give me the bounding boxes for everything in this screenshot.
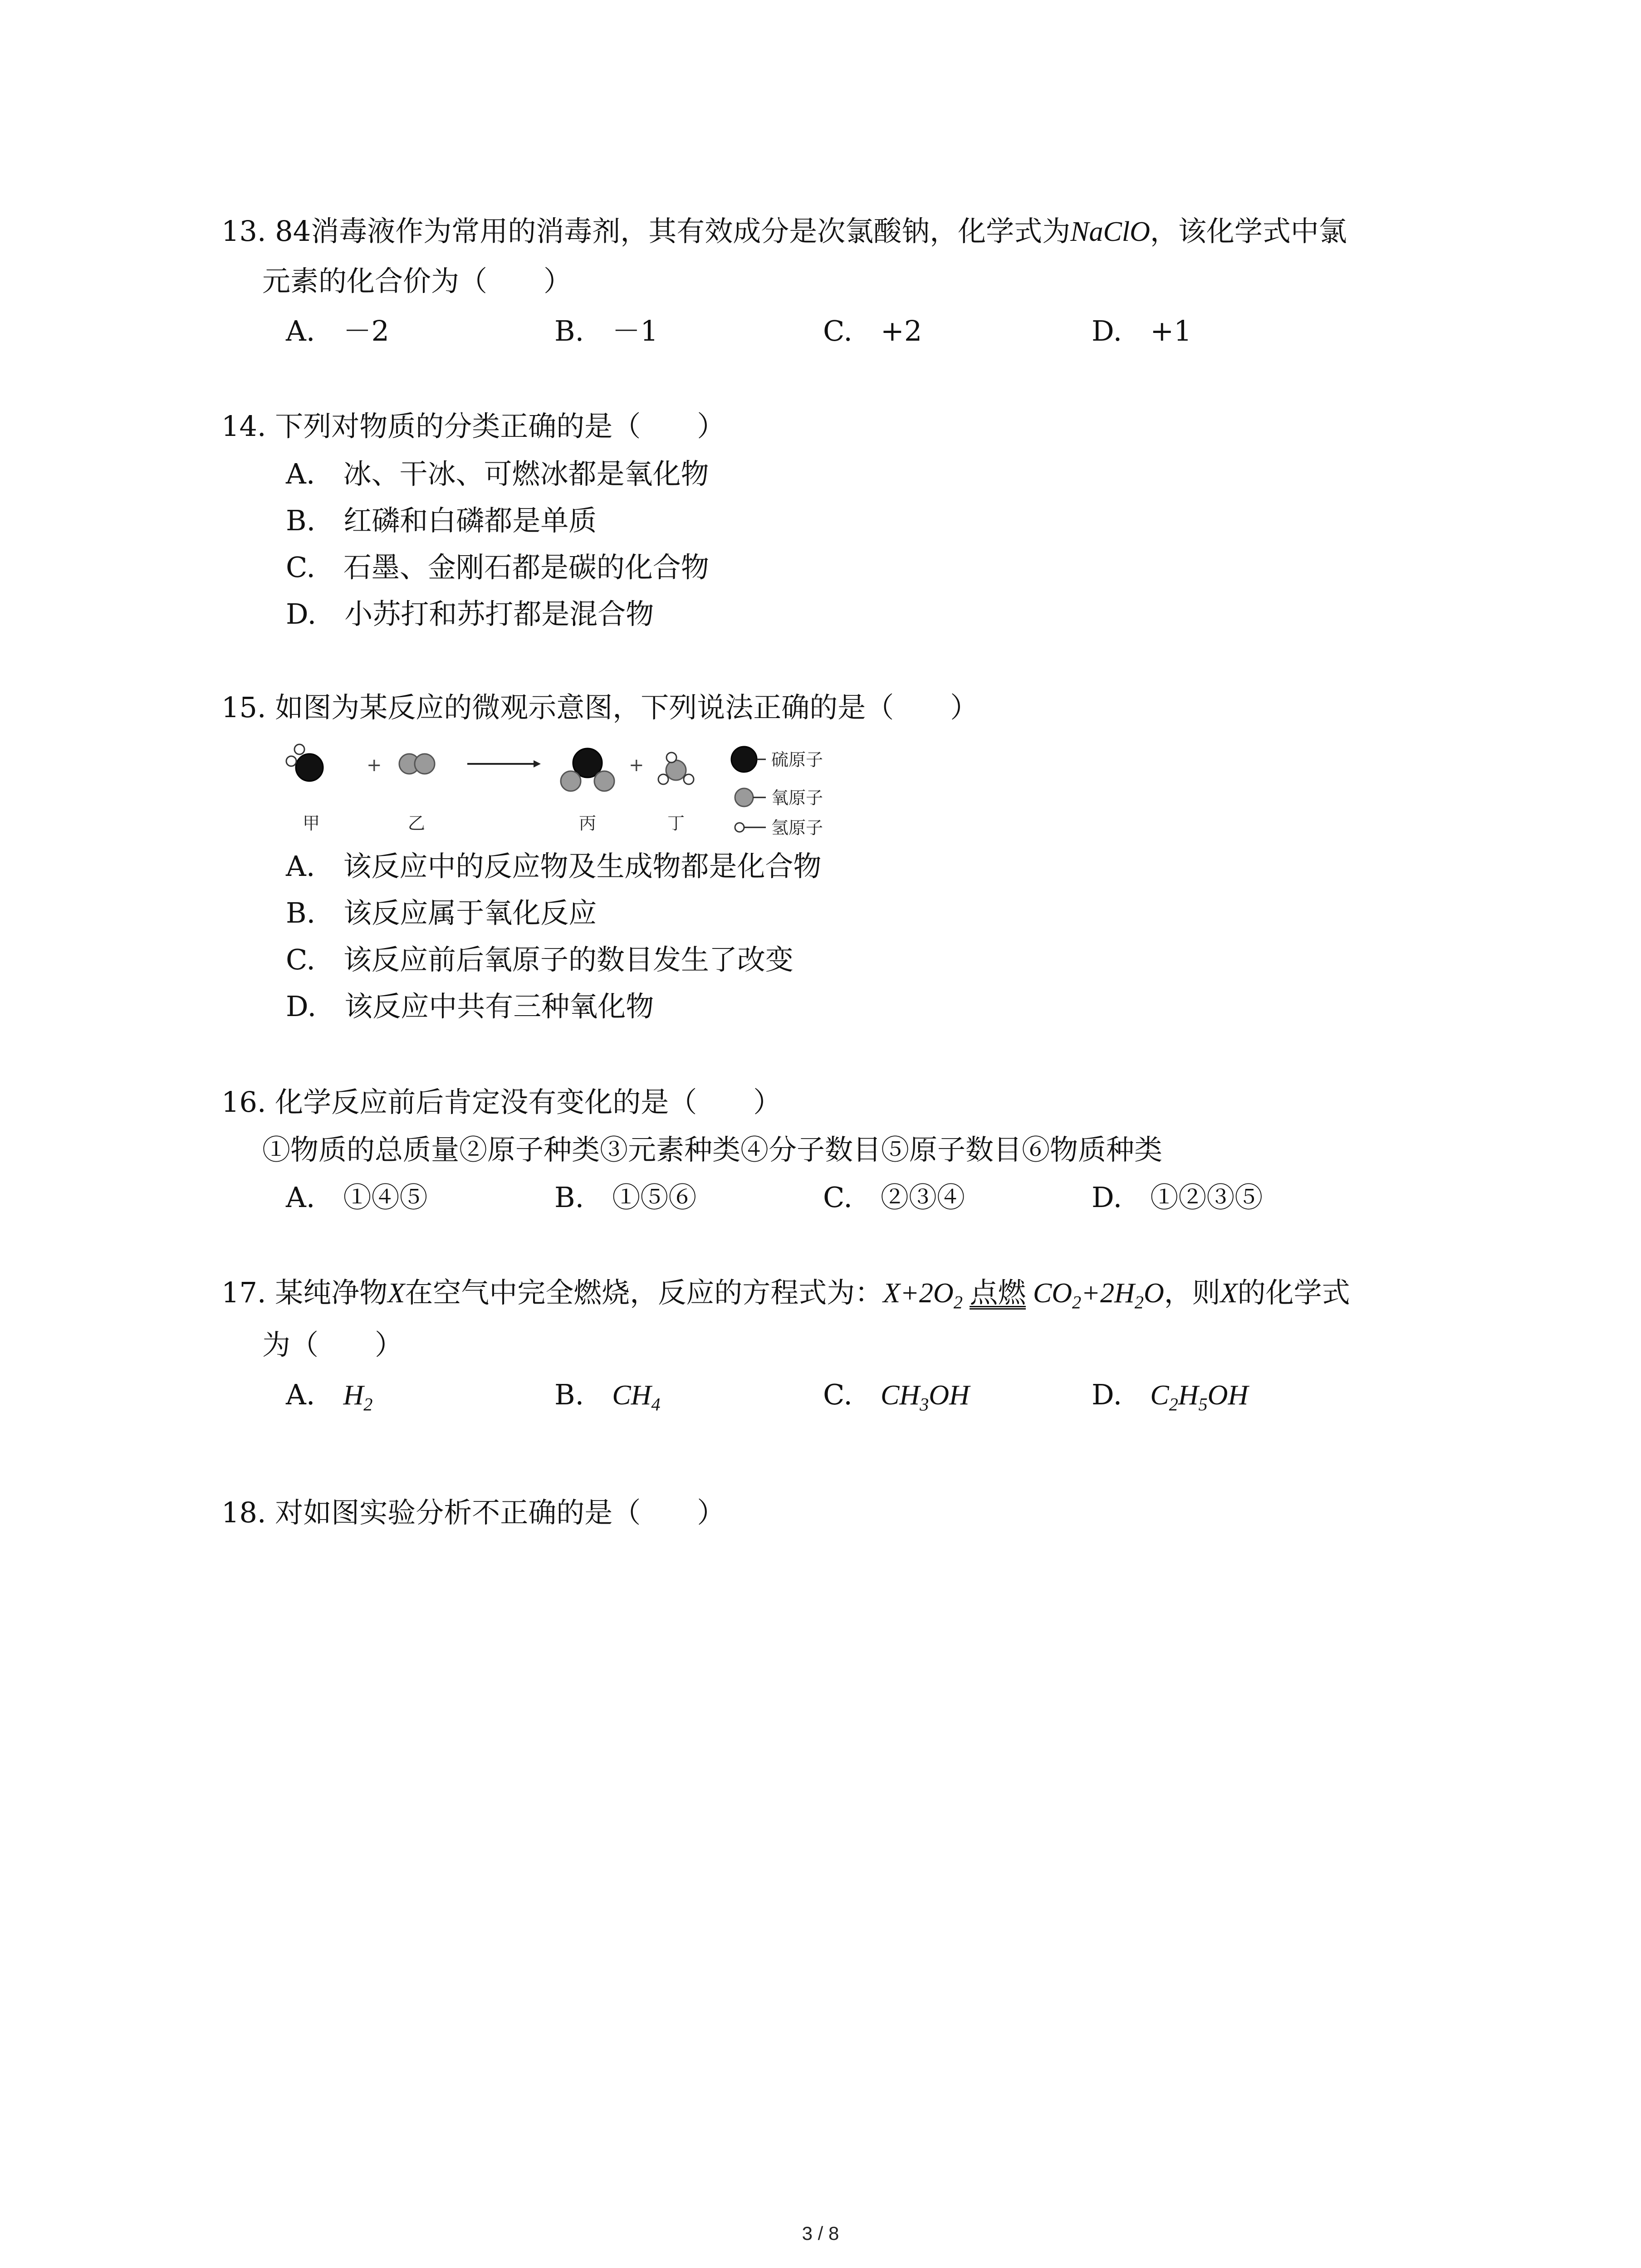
q13-stem-line1 — [221, 213, 1347, 250]
q17-a-base: H — [343, 1380, 364, 1411]
q17-condition: 点燃 — [970, 1276, 1026, 1309]
page-number: 3 / 8 — [802, 2223, 839, 2244]
label-ding: 丁 — [667, 813, 685, 833]
q17-eq-right-a: CO — [1033, 1278, 1072, 1309]
legend-oxygen-atom — [735, 788, 753, 807]
q17-d-base: C — [1150, 1380, 1169, 1411]
molecule-jia — [286, 744, 323, 781]
arrow-icon — [467, 760, 541, 767]
q17-text-a: 17. 某纯净物 — [221, 1276, 388, 1309]
q15-option-d: D. 该反应中共有三种氧化物 — [286, 990, 654, 1023]
legend-sulfur-atom — [731, 747, 757, 772]
q17-eq-left: X+2O — [883, 1278, 954, 1309]
q17-c-base: CH — [880, 1380, 920, 1411]
q17-b-sub: 4 — [651, 1394, 661, 1415]
q17-stem-line1 — [221, 1275, 1350, 1320]
q16-stem: 16. 化学反应前后肯定没有变化的是（ ） — [221, 1085, 782, 1119]
q15-option-b: B. 该反应属于氧化反应 — [286, 896, 597, 929]
legend-sulfur-label: 硫原子 — [771, 750, 823, 770]
q17-eq-left-sub: 2 — [953, 1292, 963, 1313]
q14-stem: 14. 下列对物质的分类正确的是（ ） — [221, 410, 725, 443]
q16-option-b: B. ①⑤⑥ — [554, 1181, 697, 1214]
q17-eq-right-sub2: 2 — [1134, 1292, 1144, 1313]
q16-option-a: A. ①④⑤ — [286, 1181, 428, 1214]
q14-option-d: D. 小苏打和苏打都是混合物 — [286, 597, 654, 631]
q17-option-d — [1092, 1377, 1248, 1422]
q17-eq-right-c: O — [1143, 1278, 1164, 1309]
q17-text-d: 的化学式 — [1237, 1276, 1350, 1309]
q15-option-a: A. 该反应中的反应物及生成物都是化合物 — [286, 850, 822, 883]
q17-d-sub2: 5 — [1198, 1394, 1208, 1415]
q17-b-base: CH — [612, 1380, 652, 1411]
q13-text-b: ，该化学式中氯 — [1150, 215, 1347, 248]
q17-option-a-label: A. — [286, 1378, 343, 1411]
legend — [731, 747, 823, 838]
q17-option-a-formula — [343, 1380, 373, 1415]
q17-option-b — [554, 1377, 661, 1422]
q17-x-1: X — [387, 1278, 405, 1309]
label-jia: 甲 — [302, 813, 320, 833]
molecule-yi — [399, 754, 435, 774]
legend-hydrogen-label: 氢原子 — [771, 818, 823, 838]
q17-option-a — [286, 1377, 372, 1422]
q17-d-rest2: OH — [1207, 1380, 1249, 1411]
q17-option-b-label: B. — [554, 1378, 612, 1411]
q18-stem: 18. 对如图实验分析不正确的是（ ） — [221, 1496, 725, 1529]
legend-oxygen-label: 氧原子 — [771, 788, 823, 808]
q17-a-sub: 2 — [363, 1394, 373, 1415]
q14-option-b: B. 红磷和白磷都是单质 — [286, 504, 597, 537]
q17-eq-right-sub1: 2 — [1072, 1292, 1082, 1313]
q13-option-d: D. +1 — [1092, 314, 1192, 347]
label-bing: 丙 — [578, 813, 597, 833]
q17-stem-line2: 为（ ） — [262, 1328, 403, 1361]
q17-option-b-formula — [612, 1380, 661, 1415]
reaction-diagram — [277, 739, 867, 848]
q13-option-b: B. －1 — [554, 314, 658, 347]
q17-option-c — [823, 1377, 970, 1422]
q15-stem: 15. 如图为某反应的微观示意图，下列说法正确的是（ ） — [221, 691, 979, 724]
q13-text-a: 13. 84消毒液作为常用的消毒剂，其有效成分是次氯酸钠，化学式为 — [221, 215, 1071, 248]
q17-d-rest: H — [1178, 1380, 1199, 1411]
q17-c-rest: OH — [929, 1380, 970, 1411]
q17-text-c: ，则 — [1164, 1276, 1220, 1309]
legend-hydrogen-atom — [735, 823, 744, 832]
q13-option-a: A. －2 — [286, 314, 389, 347]
q13-stem-line2: 元素的化合价为（ ） — [262, 264, 572, 298]
q17-option-d-label: D. — [1092, 1378, 1151, 1411]
molecule-ding — [658, 753, 694, 784]
plus-sign-2: + — [629, 755, 644, 776]
q14-option-a: A. 冰、干冰、可燃冰都是氧化物 — [286, 457, 709, 490]
q13-formula: NaClO — [1070, 216, 1150, 247]
q17-eq-right-b: +2H — [1081, 1278, 1135, 1309]
molecule-bing — [561, 748, 614, 791]
q17-option-c-label: C. — [823, 1378, 881, 1411]
q17-text-b: 在空气中完全燃烧，反应的方程式为： — [405, 1276, 883, 1309]
q16-option-d: D. ①②③⑤ — [1092, 1181, 1263, 1214]
q14-option-c: C. 石墨、金刚石都是碳的化合物 — [286, 551, 709, 584]
q17-option-d-formula — [1150, 1380, 1249, 1415]
q17-option-c-formula — [880, 1380, 970, 1415]
q16-option-c: C. ②③④ — [823, 1181, 965, 1214]
q15-option-c: C. 该反应前后氧原子的数目发生了改变 — [286, 943, 794, 976]
q17-equation — [883, 1276, 1164, 1313]
q17-d-sub: 2 — [1169, 1394, 1178, 1415]
label-yi: 乙 — [407, 813, 426, 833]
q17-x-2: X — [1220, 1278, 1238, 1309]
plus-sign-1: + — [367, 755, 382, 776]
q13-option-c: C. +2 — [823, 314, 922, 347]
q17-c-sub: 3 — [920, 1394, 929, 1415]
q16-items: ①物质的总质量②原子种类③元素种类④分子数目⑤原子数目⑥物质种类 — [262, 1133, 1163, 1166]
